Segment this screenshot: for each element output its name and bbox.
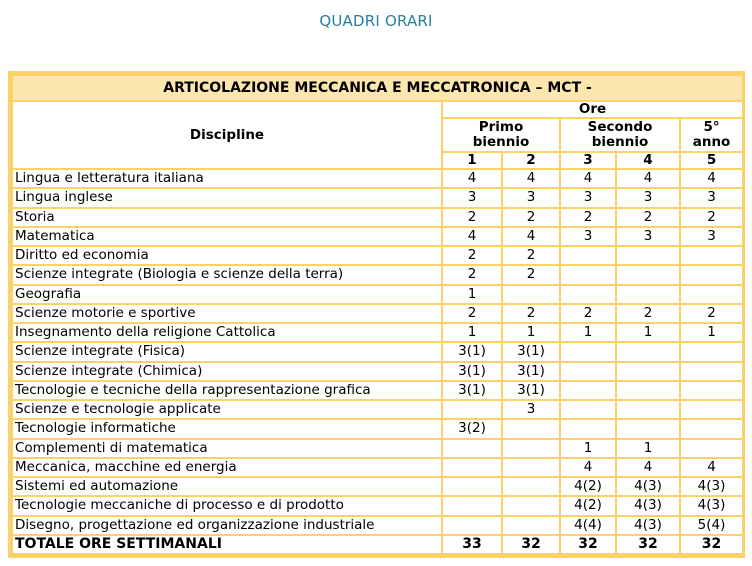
hours-year-5 bbox=[681, 343, 742, 360]
table-row bbox=[13, 343, 742, 360]
hours-year-3: 4(2) bbox=[561, 497, 615, 514]
hours-year-2 bbox=[503, 478, 559, 495]
hours-year-2 bbox=[503, 517, 559, 534]
hours-year-5 bbox=[681, 440, 742, 457]
discipline-name: Insegnamento della religione Cattolica bbox=[13, 324, 441, 341]
hours-year-4: 3 bbox=[617, 189, 679, 206]
table-row bbox=[13, 497, 742, 514]
discipline-name: Meccanica, macchine ed energia bbox=[13, 459, 441, 476]
table-row bbox=[13, 363, 742, 380]
hours-year-3 bbox=[561, 401, 615, 418]
hours-year-1 bbox=[443, 401, 501, 418]
hours-year-4: 2 bbox=[617, 209, 679, 226]
discipline-name: Lingua e letteratura italiana bbox=[13, 170, 441, 187]
hours-year-1 bbox=[443, 478, 501, 495]
hours-year-3 bbox=[561, 343, 615, 360]
discipline-name: Tecnologie meccaniche di processo e di prodotto bbox=[13, 497, 441, 514]
hours-year-4 bbox=[617, 286, 679, 303]
hours-year-4 bbox=[617, 247, 679, 264]
hours-year-3 bbox=[561, 363, 615, 380]
hours-year-1 bbox=[443, 497, 501, 514]
hours-year-5: 4 bbox=[681, 459, 742, 476]
hours-year-3 bbox=[561, 247, 615, 264]
hours-year-3: 4 bbox=[561, 170, 615, 187]
hours-year-3: 1 bbox=[561, 440, 615, 457]
hours-year-2 bbox=[503, 420, 559, 437]
discipline-name: Lingua inglese bbox=[13, 189, 441, 206]
discipline-name: Sistemi ed automazione bbox=[13, 478, 441, 495]
hours-year-3: 4 bbox=[561, 459, 615, 476]
hours-year-2: 2 bbox=[503, 247, 559, 264]
hours-year-4 bbox=[617, 266, 679, 283]
hours-year-4: 4(3) bbox=[617, 517, 679, 534]
year-header-4: 4 bbox=[617, 153, 679, 168]
hours-year-5 bbox=[681, 286, 742, 303]
hours-year-4 bbox=[617, 420, 679, 437]
hours-year-3: 2 bbox=[561, 209, 615, 226]
hours-year-4: 1 bbox=[617, 440, 679, 457]
group-secondo-biennio bbox=[561, 119, 679, 151]
hours-year-3: 1 bbox=[561, 324, 615, 341]
year-header-5: 5 bbox=[681, 153, 742, 168]
table-row bbox=[13, 517, 742, 534]
hours-year-3 bbox=[561, 420, 615, 437]
hours-year-5 bbox=[681, 401, 742, 418]
group-primo-biennio bbox=[443, 119, 559, 151]
hours-year-1: 3(2) bbox=[443, 420, 501, 437]
hours-year-2 bbox=[503, 497, 559, 514]
hours-year-1: 2 bbox=[443, 305, 501, 322]
hours-year-5: 3 bbox=[681, 228, 742, 245]
hours-year-5 bbox=[681, 382, 742, 399]
group-secondo-line1: Secondo bbox=[587, 119, 653, 135]
hours-year-4: 2 bbox=[617, 305, 679, 322]
hours-year-4: 1 bbox=[617, 324, 679, 341]
table-row bbox=[13, 459, 742, 476]
hours-year-1: 2 bbox=[443, 247, 501, 264]
table-row bbox=[13, 382, 742, 399]
total-hours-year-3: 32 bbox=[561, 536, 615, 553]
total-hours-year-1: 33 bbox=[443, 536, 501, 553]
discipline-name: Scienze integrate (Biologia e scienze della terra) bbox=[13, 266, 441, 283]
hours-year-3 bbox=[561, 382, 615, 399]
hours-year-5: 3 bbox=[681, 189, 742, 206]
hours-year-4: 4(3) bbox=[617, 497, 679, 514]
page-title: QUADRI ORARI bbox=[319, 12, 433, 30]
hours-year-3 bbox=[561, 266, 615, 283]
discipline-name: Tecnologie informatiche bbox=[13, 420, 441, 437]
disciplines-header: Discipline bbox=[13, 102, 441, 168]
hours-year-4 bbox=[617, 343, 679, 360]
hours-year-1: 3(1) bbox=[443, 363, 501, 380]
hours-year-2: 3 bbox=[503, 401, 559, 418]
hours-year-4: 4 bbox=[617, 459, 679, 476]
hours-year-2 bbox=[503, 440, 559, 457]
group-secondo-line2: biennio bbox=[591, 134, 649, 150]
hours-year-3: 2 bbox=[561, 305, 615, 322]
hours-year-5: 4(3) bbox=[681, 497, 742, 514]
discipline-name: Geografia bbox=[13, 286, 441, 303]
hours-year-4 bbox=[617, 363, 679, 380]
hours-year-5: 1 bbox=[681, 324, 742, 341]
total-row bbox=[13, 536, 742, 553]
hours-year-1: 1 bbox=[443, 286, 501, 303]
table-row bbox=[13, 170, 742, 187]
year-header-3: 3 bbox=[561, 153, 615, 168]
discipline-name: Scienze e tecnologie applicate bbox=[13, 401, 441, 418]
discipline-name: Matematica bbox=[13, 228, 441, 245]
hours-year-5 bbox=[681, 420, 742, 437]
table-row bbox=[13, 247, 742, 264]
hours-year-5: 2 bbox=[681, 305, 742, 322]
hours-year-5 bbox=[681, 266, 742, 283]
hours-year-2: 3(1) bbox=[503, 382, 559, 399]
ore-header: Ore bbox=[443, 102, 742, 117]
hours-year-4: 4(3) bbox=[617, 478, 679, 495]
hours-year-3: 3 bbox=[561, 189, 615, 206]
hours-year-3 bbox=[561, 286, 615, 303]
discipline-name: Scienze integrate (Fisica) bbox=[13, 343, 441, 360]
timetable bbox=[11, 74, 744, 555]
total-hours-year-4: 32 bbox=[617, 536, 679, 553]
header-row-ore bbox=[13, 102, 742, 117]
discipline-name: Complementi di matematica bbox=[13, 440, 441, 457]
table-row bbox=[13, 189, 742, 206]
table-row bbox=[13, 478, 742, 495]
hours-year-2: 4 bbox=[503, 170, 559, 187]
group-quinto-line2: anno bbox=[692, 134, 731, 150]
hours-year-1: 4 bbox=[443, 170, 501, 187]
hours-year-2: 2 bbox=[503, 266, 559, 283]
hours-year-1: 3 bbox=[443, 189, 501, 206]
hours-year-2 bbox=[503, 286, 559, 303]
hours-year-3: 4(4) bbox=[561, 517, 615, 534]
hours-year-1: 1 bbox=[443, 324, 501, 341]
discipline-name: Scienze integrate (Chimica) bbox=[13, 363, 441, 380]
hours-year-1 bbox=[443, 459, 501, 476]
discipline-name: Scienze motorie e sportive bbox=[13, 305, 441, 322]
hours-year-4 bbox=[617, 401, 679, 418]
discipline-name: Diritto ed economia bbox=[13, 247, 441, 264]
group-primo-line1: Primo bbox=[478, 119, 524, 135]
hours-year-1: 4 bbox=[443, 228, 501, 245]
hours-year-3: 3 bbox=[561, 228, 615, 245]
group-quinto-anno bbox=[681, 119, 742, 151]
discipline-name: Storia bbox=[13, 209, 441, 226]
hours-year-1: 3(1) bbox=[443, 382, 501, 399]
table-title: ARTICOLAZIONE MECCANICA E MECCATRONICA – MCT - bbox=[13, 76, 742, 100]
hours-year-2 bbox=[503, 459, 559, 476]
hours-year-2: 1 bbox=[503, 324, 559, 341]
table-title-row bbox=[13, 76, 742, 100]
hours-year-2: 3(1) bbox=[503, 343, 559, 360]
total-label: TOTALE ORE SETTIMANALI bbox=[13, 536, 441, 553]
table-row bbox=[13, 401, 742, 418]
year-header-1: 1 bbox=[443, 153, 501, 168]
hours-year-4 bbox=[617, 382, 679, 399]
total-hours-year-2: 32 bbox=[503, 536, 559, 553]
total-hours-year-5: 32 bbox=[681, 536, 742, 553]
hours-year-1 bbox=[443, 517, 501, 534]
table-row bbox=[13, 420, 742, 437]
hours-year-3: 4(2) bbox=[561, 478, 615, 495]
table-row bbox=[13, 209, 742, 226]
table-row bbox=[13, 324, 742, 341]
hours-year-2: 4 bbox=[503, 228, 559, 245]
hours-year-5: 5(4) bbox=[681, 517, 742, 534]
hours-year-5 bbox=[681, 363, 742, 380]
table-row bbox=[13, 228, 742, 245]
table-row bbox=[13, 305, 742, 322]
hours-year-2: 2 bbox=[503, 305, 559, 322]
hours-year-2: 3 bbox=[503, 189, 559, 206]
hours-year-1: 2 bbox=[443, 209, 501, 226]
table-row bbox=[13, 440, 742, 457]
hours-year-2: 3(1) bbox=[503, 363, 559, 380]
hours-year-5: 2 bbox=[681, 209, 742, 226]
hours-year-1: 3(1) bbox=[443, 343, 501, 360]
discipline-name: Tecnologie e tecniche della rappresentazione grafica bbox=[13, 382, 441, 399]
group-primo-line2: biennio bbox=[472, 134, 530, 150]
table-row bbox=[13, 266, 742, 283]
hours-year-5: 4(3) bbox=[681, 478, 742, 495]
hours-year-5 bbox=[681, 247, 742, 264]
hours-year-1: 2 bbox=[443, 266, 501, 283]
hours-year-5: 4 bbox=[681, 170, 742, 187]
hours-year-4: 3 bbox=[617, 228, 679, 245]
hours-year-4: 4 bbox=[617, 170, 679, 187]
discipline-name: Disegno, progettazione ed organizzazione industriale bbox=[13, 517, 441, 534]
year-header-2: 2 bbox=[503, 153, 559, 168]
hours-year-2: 2 bbox=[503, 209, 559, 226]
group-quinto-line1: 5° bbox=[703, 119, 720, 135]
hours-year-1 bbox=[443, 440, 501, 457]
table-row bbox=[13, 286, 742, 303]
timetable-frame bbox=[8, 71, 745, 558]
